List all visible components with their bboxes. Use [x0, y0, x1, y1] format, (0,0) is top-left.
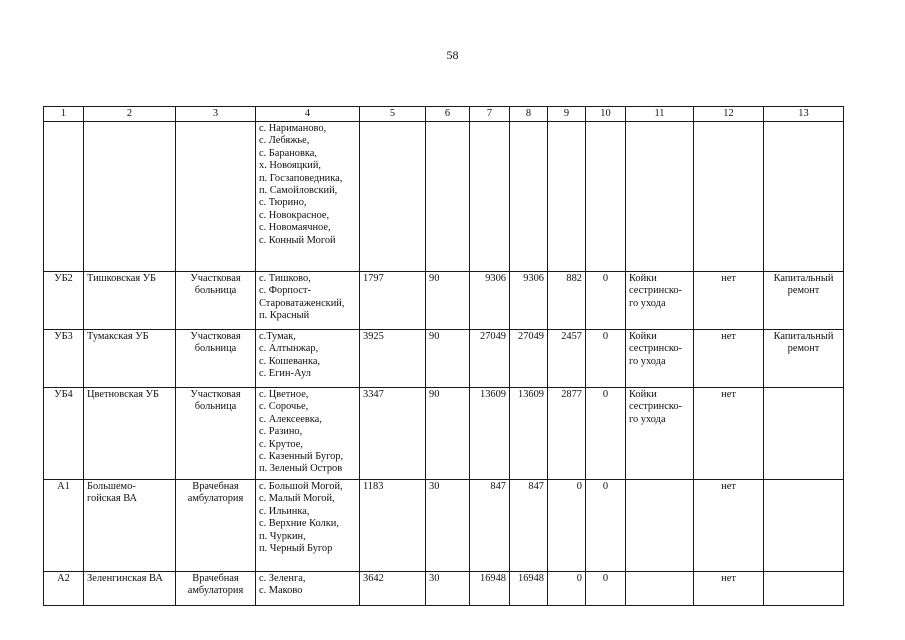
column-header-1: 1: [44, 107, 84, 122]
cell-col8: 847: [510, 480, 548, 572]
cell-col12: нет: [694, 388, 764, 480]
cell-col10: 0: [586, 388, 626, 480]
cell-col5: 1797: [360, 272, 426, 330]
column-header-3: 3: [176, 107, 256, 122]
table-row: [44, 480, 844, 572]
cell-type: Участковая больница: [176, 388, 256, 480]
cell-col6: 90: [426, 272, 470, 330]
cell-col7: 16948: [470, 572, 510, 606]
cell-empty: [44, 122, 84, 272]
cell-col8: 9306: [510, 272, 548, 330]
column-header-6: 6: [426, 107, 470, 122]
cell-name: Цветновская УБ: [84, 388, 176, 480]
cell-col13: Капитальный ремонт: [764, 330, 844, 388]
cell-col8: 27049: [510, 330, 548, 388]
cell-col9: 2877: [548, 388, 586, 480]
cell-addresses: с. Большой Могой, с. Малый Могой, с. Ильинка, с. Верхние Колки, п. Чуркин, п. Черный Бугор: [256, 480, 360, 572]
cell-empty: [426, 122, 470, 272]
cell-empty: [548, 122, 586, 272]
cell-col13: [764, 480, 844, 572]
cell-addresses: с. Цветное, с. Сорочье, с. Алексеевка, с. Разино, с. Крутое, с. Казенный Бугор, п. Зеленый Остров: [256, 388, 360, 480]
cell-name: Тишковская УБ: [84, 272, 176, 330]
cell-col9: 0: [548, 572, 586, 606]
cell-col10: 0: [586, 330, 626, 388]
cell-col13: [764, 388, 844, 480]
cell-name: Большемо- гойская ВА: [84, 480, 176, 572]
cell-code: А1: [44, 480, 84, 572]
cell-col8: 16948: [510, 572, 548, 606]
cell-col11: Койки сестринско- го ухода: [626, 388, 694, 480]
cell-col10: 0: [586, 480, 626, 572]
cell-col13: [764, 572, 844, 606]
facilities-table-container: [43, 106, 844, 606]
cell-col7: 13609: [470, 388, 510, 480]
cell-type: Участковая больница: [176, 330, 256, 388]
cell-empty: [586, 122, 626, 272]
column-header-13: 13: [764, 107, 844, 122]
cell-empty: [694, 122, 764, 272]
cell-addresses: с. Нариманово, с. Лебяжье, с. Барановка, х. Новояцкий, п. Госзаповедника, п. Самойловский, с. Тюрино, с. Новокрасное, с. Новомаячное, с. Конный Могой: [256, 122, 360, 272]
cell-col6: 90: [426, 330, 470, 388]
cell-code: УБ2: [44, 272, 84, 330]
cell-col6: 30: [426, 572, 470, 606]
cell-code: А2: [44, 572, 84, 606]
cell-col6: 90: [426, 388, 470, 480]
cell-empty: [84, 122, 176, 272]
cell-col8: 13609: [510, 388, 548, 480]
cell-addresses: с. Зеленга, с. Маково: [256, 572, 360, 606]
cell-addresses: с. Тишково, с. Форпост- Староватаженский, п. Красный: [256, 272, 360, 330]
cell-col12: нет: [694, 330, 764, 388]
cell-code: УБ3: [44, 330, 84, 388]
cell-col7: 9306: [470, 272, 510, 330]
cell-empty: [764, 122, 844, 272]
cell-col11: [626, 572, 694, 606]
facilities-table: [43, 106, 844, 606]
cell-col9: 0: [548, 480, 586, 572]
cell-col12: нет: [694, 480, 764, 572]
cell-name: Зеленгинская ВА: [84, 572, 176, 606]
column-header-9: 9: [548, 107, 586, 122]
cell-col5: 1183: [360, 480, 426, 572]
column-header-12: 12: [694, 107, 764, 122]
table-header-row: [44, 107, 844, 122]
cell-empty: [470, 122, 510, 272]
cell-empty: [176, 122, 256, 272]
cell-type: Врачебная амбулатория: [176, 572, 256, 606]
cell-col11: [626, 480, 694, 572]
table-body: [44, 122, 844, 606]
cell-col7: 847: [470, 480, 510, 572]
cell-empty: [626, 122, 694, 272]
table-row: [44, 272, 844, 330]
cell-col12: нет: [694, 572, 764, 606]
column-header-4: 4: [256, 107, 360, 122]
cell-type: Участковая больница: [176, 272, 256, 330]
column-header-8: 8: [510, 107, 548, 122]
column-header-5: 5: [360, 107, 426, 122]
cell-col5: 3925: [360, 330, 426, 388]
cell-col10: 0: [586, 272, 626, 330]
cell-col5: 3347: [360, 388, 426, 480]
cell-empty: [510, 122, 548, 272]
page-number: 58: [446, 48, 459, 62]
column-header-7: 7: [470, 107, 510, 122]
cell-type: Врачебная амбулатория: [176, 480, 256, 572]
column-header-10: 10: [586, 107, 626, 122]
table-row: [44, 330, 844, 388]
cell-col11: Койки сестринско- го ухода: [626, 272, 694, 330]
cell-col10: 0: [586, 572, 626, 606]
column-header-11: 11: [626, 107, 694, 122]
table-row: [44, 388, 844, 480]
cell-code: УБ4: [44, 388, 84, 480]
cell-col13: Капитальный ремонт: [764, 272, 844, 330]
cell-addresses: с.Тумак, с. Алтынжар, с. Кошеванка, с. Егин-Аул: [256, 330, 360, 388]
cell-col9: 882: [548, 272, 586, 330]
cell-name: Тумакская УБ: [84, 330, 176, 388]
cell-col11: Койки сестринско- го ухода: [626, 330, 694, 388]
cell-empty: [360, 122, 426, 272]
cell-col6: 30: [426, 480, 470, 572]
column-header-2: 2: [84, 107, 176, 122]
cell-col12: нет: [694, 272, 764, 330]
table-row-continuation: [44, 122, 844, 272]
cell-col5: 3642: [360, 572, 426, 606]
cell-col9: 2457: [548, 330, 586, 388]
table-row: [44, 572, 844, 606]
cell-col7: 27049: [470, 330, 510, 388]
